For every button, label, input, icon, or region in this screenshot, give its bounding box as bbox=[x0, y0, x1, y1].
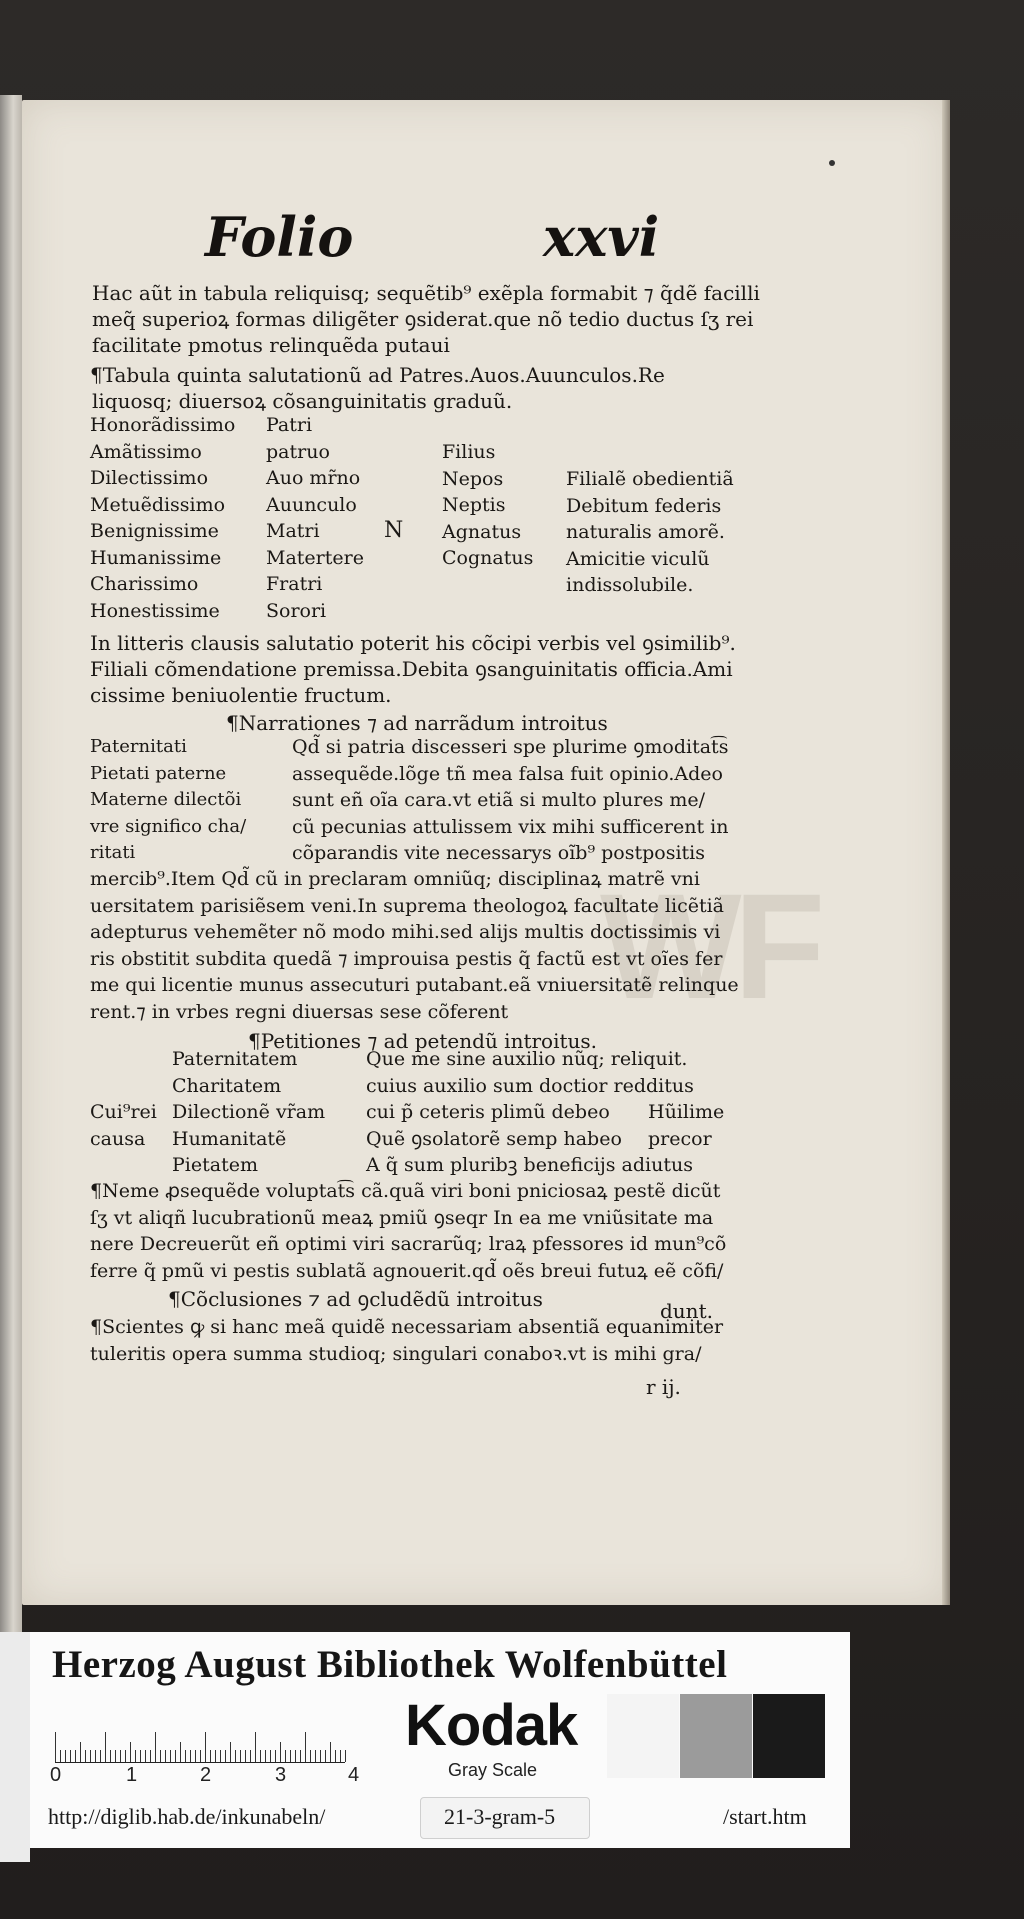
neme-paragraph bbox=[90, 1178, 726, 1284]
narr-cont-line: ris obstitit subdita quedã ⁊ improuisa pestis q̃ factũ est vt oĩes fer bbox=[90, 947, 723, 970]
ink-spot bbox=[829, 160, 835, 166]
table-cell: Amãtissimo bbox=[90, 440, 202, 463]
ruler-tick bbox=[135, 1750, 136, 1762]
clausis-line-2: Filiali cõmendatione premissa.Debita ꝯsanguinitatis officia.Ami bbox=[90, 657, 733, 681]
pet-left-item: Cui⁹rei bbox=[90, 1101, 157, 1123]
table-cell: Patri bbox=[266, 414, 313, 436]
library-name: Herzog August Bibliothek Wolfenbüttel bbox=[52, 1643, 728, 1686]
ruler-tick bbox=[330, 1742, 331, 1762]
ruler-tick bbox=[105, 1732, 106, 1762]
conclusiones-tail: dunt. bbox=[660, 1299, 713, 1323]
narr-cont-line: adepturus vehemẽter nõ modo mihi.sed alijs multis doctissimis vi bbox=[90, 921, 721, 943]
ruler-tick bbox=[55, 1732, 56, 1762]
table-cell: Charissimo bbox=[90, 573, 199, 595]
kodak-logo: Kodak bbox=[405, 1693, 578, 1758]
ruler-tick bbox=[320, 1750, 321, 1762]
folio-label: Folio bbox=[205, 205, 354, 269]
narr-right-col bbox=[292, 734, 728, 867]
ruler-tick bbox=[90, 1750, 91, 1762]
pet-right-line: Quẽ ꝯsolatorẽ semp habeo bbox=[366, 1127, 622, 1150]
intro-line-1: Hac aũt in tabula reliquisq; sequẽtib⁹ exẽpla formabit ⁊ q̃dẽ facilli bbox=[92, 281, 760, 305]
ruler-tick bbox=[75, 1750, 76, 1762]
ruler-tick bbox=[65, 1750, 66, 1762]
pet-mid-item: Paternitatem bbox=[172, 1048, 298, 1070]
gray-scale-label: Gray Scale bbox=[448, 1760, 538, 1780]
table-cell: Sorori bbox=[266, 599, 327, 622]
ruler-number: 4 bbox=[348, 1764, 360, 1786]
show-through-ghost: WF bbox=[600, 862, 818, 1030]
ruler-tick bbox=[210, 1750, 211, 1762]
table-cell: Auo mr̃no bbox=[266, 467, 361, 489]
ruler-number: 0 bbox=[50, 1764, 62, 1786]
table-cell: Fratri bbox=[266, 573, 323, 595]
narr-right-line: Qd̃ si patria discesseri spe plurime ꝯmoditat͡s bbox=[292, 736, 729, 758]
narr-right-line: assequẽde.lõge tñ mea falsa fuit opinio.Adeo bbox=[292, 762, 723, 785]
table-cell: indissolubile. bbox=[566, 574, 694, 596]
table-cell: Honorãdissimo bbox=[90, 414, 236, 436]
narr-right-line: cũ pecunias attulissem vix mihi sufficerent in bbox=[292, 815, 729, 838]
clausis-line-1: In litteris clausis salutatio poterit his cõcipi verbis vel ꝯsimilib⁹. bbox=[90, 631, 736, 655]
neme-line: nere Decreuerũt eñ optimi viri sacrarũq; lraꝝ pfessores id mun⁹cõ bbox=[90, 1233, 727, 1255]
intro-line-3: facilitate pmotus relinquẽda putaui bbox=[92, 333, 450, 357]
pet-mid-item: Charitatem bbox=[172, 1074, 282, 1097]
pet-left-col bbox=[90, 1099, 157, 1152]
table-cell: Agnatus bbox=[442, 520, 522, 543]
ruler-tick bbox=[335, 1750, 336, 1762]
narr-left-col bbox=[90, 734, 246, 867]
ruler-tick bbox=[70, 1750, 71, 1762]
table-col-2 bbox=[266, 412, 364, 624]
ruler-tick bbox=[160, 1750, 161, 1762]
table-col-3 bbox=[442, 439, 533, 572]
folio-number: xxvi bbox=[543, 205, 660, 269]
ruler-tick bbox=[175, 1750, 176, 1762]
ruler-tick bbox=[340, 1750, 341, 1762]
table-cell: Dilectissimo bbox=[90, 467, 209, 489]
ruler-tick bbox=[115, 1750, 116, 1762]
table-cell: Benignissime bbox=[90, 520, 219, 542]
ruler-tick bbox=[165, 1750, 166, 1762]
table-cell: Debitum federis bbox=[566, 494, 722, 517]
signature-mark: r ij. bbox=[646, 1375, 681, 1399]
narr-cont-line: me qui licentie munus assecuturi putabant.eã vniuersitatẽ relinque bbox=[90, 974, 739, 996]
ruler-tick bbox=[235, 1750, 236, 1762]
ruler-tick bbox=[120, 1750, 121, 1762]
ruler-tick bbox=[325, 1750, 326, 1762]
ruler-tick bbox=[95, 1750, 96, 1762]
scientes-line: tuleritis opera summa studioq; singulari conaboꝛ.vt is mihi gra/ bbox=[90, 1342, 702, 1365]
table-cell: Cognatus bbox=[442, 547, 534, 569]
pet-right-line: cuius auxilio sum doctior redditus bbox=[366, 1074, 694, 1097]
ruler-tick bbox=[315, 1750, 316, 1762]
narr-left-item: Materne dilectõi bbox=[90, 789, 242, 810]
table-cell: Metuẽdissimo bbox=[90, 493, 226, 516]
pet-left-item: causa bbox=[90, 1127, 146, 1150]
url-id: 21-3-gram-5 bbox=[444, 1804, 556, 1829]
narr-left-item: ritati bbox=[90, 842, 136, 863]
scientes-line: ¶Scientes ꝙ si hanc meã quidẽ necessariam absentiã equanimiter bbox=[90, 1316, 724, 1338]
ruler-tick bbox=[255, 1732, 256, 1762]
table-cell: Neptis bbox=[442, 494, 506, 516]
narr-continuation bbox=[90, 866, 739, 1025]
swatch-white bbox=[607, 1694, 679, 1778]
pet-right-line: Que me sine auxilio nũq; reliquit. bbox=[366, 1048, 688, 1070]
narr-right-line: sunt eñ oĩa cara.vt etiã si multo plures me/ bbox=[292, 789, 706, 811]
narr-right-line: cõparandis vite necessarys oĩb⁹ postpositis bbox=[292, 842, 705, 864]
table-cell: Auunculo bbox=[266, 493, 357, 516]
ruler-tick bbox=[185, 1750, 186, 1762]
table-col-4 bbox=[566, 466, 734, 599]
ruler-tick bbox=[300, 1750, 301, 1762]
ruler-tick bbox=[190, 1750, 191, 1762]
ruler-tick bbox=[145, 1750, 146, 1762]
ruler-tick bbox=[345, 1750, 346, 1762]
pet-far-item: precor bbox=[648, 1127, 712, 1150]
pet-mid-item: Dilectionẽ vr̃am bbox=[172, 1101, 326, 1123]
pet-mid-col bbox=[172, 1046, 325, 1179]
neme-line: ferre q̃ pmũ vi pestis sublatã agnouerit.qd̃ oẽs breui futuꝝ eẽ cõfi/ bbox=[90, 1259, 724, 1282]
table-col-1 bbox=[90, 412, 235, 624]
petitiones-heading: ¶Petitiones ⁊ ad petendũ introitus. bbox=[248, 1029, 598, 1053]
pet-mid-item: Humanitatẽ bbox=[172, 1127, 287, 1150]
ruler bbox=[55, 1704, 345, 1763]
ruler-tick bbox=[240, 1750, 241, 1762]
narr-left-item: vre significo cha/ bbox=[90, 815, 247, 837]
ruler-tick bbox=[205, 1732, 206, 1762]
ruler-tick bbox=[200, 1750, 201, 1762]
ruler-tick bbox=[220, 1750, 221, 1762]
table-cell: Matertere bbox=[266, 546, 364, 569]
ruler-tick bbox=[140, 1750, 141, 1762]
pet-right-line: cui p̃ ceteris plimũ debeo bbox=[366, 1101, 610, 1123]
tabula-line-2: liquosq; diuersoꝝ cõsanguinitatis graduũ. bbox=[92, 389, 513, 413]
narr-cont-line: uersitatem parisiẽsem veni.In suprema theologoꝝ facultate licẽtiã bbox=[90, 894, 725, 917]
ruler-tick bbox=[290, 1750, 291, 1762]
ruler-number: 1 bbox=[126, 1764, 138, 1786]
swatch-black bbox=[753, 1694, 825, 1778]
url-prefix: http://diglib.hab.de/inkunabeln/ bbox=[48, 1804, 326, 1829]
ruler-tick bbox=[310, 1750, 311, 1762]
ruler-tick bbox=[130, 1742, 131, 1762]
ruler-tick bbox=[100, 1750, 101, 1762]
table-cell: Filialẽ obedientiã bbox=[566, 468, 734, 490]
narr-left-item: Paternitati bbox=[90, 736, 187, 757]
ruler-tick bbox=[265, 1750, 266, 1762]
ruler-tick bbox=[250, 1750, 251, 1762]
narr-left-item: Pietati paterne bbox=[90, 762, 227, 784]
url-suffix: /start.htm bbox=[723, 1804, 807, 1829]
ruler-number: 3 bbox=[275, 1764, 287, 1786]
ruler-tick bbox=[260, 1750, 261, 1762]
table-cell: Matri bbox=[266, 520, 320, 542]
ruler-tick bbox=[110, 1750, 111, 1762]
ruler-tick bbox=[125, 1750, 126, 1762]
pet-right-col bbox=[366, 1046, 694, 1179]
table-cell: Nepos bbox=[442, 467, 504, 490]
card-left-strip bbox=[0, 1632, 30, 1862]
ruler-tick bbox=[295, 1750, 296, 1762]
ruler-tick bbox=[285, 1750, 286, 1762]
ruler-tick bbox=[275, 1750, 276, 1762]
table-cell: Filius bbox=[442, 441, 496, 463]
ruler-tick bbox=[170, 1750, 171, 1762]
ruler-tick bbox=[305, 1732, 306, 1762]
tabula-line-1: ¶Tabula quinta salutationũ ad Patres.Auos.Auunculos.Re bbox=[90, 363, 665, 387]
pet-far-col bbox=[648, 1099, 724, 1152]
ruler-tick bbox=[230, 1742, 231, 1762]
ruler-tick bbox=[270, 1750, 271, 1762]
clausis-line-3: cissime beniuolentie fructum. bbox=[90, 683, 392, 707]
neme-line: ¶Neme ꝓsequẽde voluptat͡s cã.quã viri boni pniciosaꝝ pestẽ dicũt bbox=[90, 1180, 721, 1202]
pet-mid-item: Pietatem bbox=[172, 1154, 258, 1176]
ruler-tick bbox=[60, 1750, 61, 1762]
scientes-paragraph bbox=[90, 1314, 723, 1367]
table-cell: naturalis amorẽ. bbox=[566, 521, 725, 543]
narrationes-heading: ¶Narrationes ⁊ ad narrãdum introitus bbox=[226, 711, 608, 735]
pet-far-item: Hũilime bbox=[648, 1101, 725, 1123]
library-card bbox=[30, 1632, 850, 1848]
table-cell: Humanissime bbox=[90, 546, 222, 569]
swatch-gray bbox=[680, 1694, 752, 1778]
intro-line-2: meq̃ superioꝝ formas diligẽter ꝯsiderat.que nõ tedio ductus ſʒ rei bbox=[92, 307, 754, 331]
ruler-tick bbox=[180, 1742, 181, 1762]
page-edge-shadow bbox=[942, 100, 950, 1605]
ruler-tick bbox=[280, 1742, 281, 1762]
ruler-tick bbox=[215, 1750, 216, 1762]
ruler-tick bbox=[85, 1750, 86, 1762]
table-cell: patruo bbox=[266, 440, 330, 463]
ruler-tick bbox=[225, 1750, 226, 1762]
narr-cont-line: rent.⁊ in vrbes regni diuersas sese cõferent bbox=[90, 1000, 509, 1023]
ruler-tick bbox=[195, 1750, 196, 1762]
narr-cont-line: mercib⁹.Item Qd̃ cũ in preclaram omniũq; disciplinaꝝ matrẽ vni bbox=[90, 868, 700, 890]
table-cell: Amicitie viculũ bbox=[566, 547, 710, 570]
ruler-tick bbox=[80, 1742, 81, 1762]
previous-page-edge bbox=[0, 95, 22, 1635]
table-mark: N bbox=[384, 518, 404, 543]
ruler-number: 2 bbox=[200, 1764, 212, 1786]
pet-right-line: A q̃ sum pluribꝫ beneficijs adiutus bbox=[366, 1154, 693, 1176]
table-cell: Honestissime bbox=[90, 599, 220, 622]
ruler-tick bbox=[245, 1750, 246, 1762]
conclusiones-heading: ¶Cõclusiones ⁊ ad ꝯcludẽdũ introitus bbox=[168, 1287, 543, 1311]
ruler-tick bbox=[150, 1750, 151, 1762]
ruler-tick bbox=[155, 1732, 156, 1762]
neme-line: ſʒ vt aliqñ lucubrationũ meaꝝ pmiũ ꝯseqr In ea me vniũsitate ma bbox=[90, 1206, 714, 1229]
